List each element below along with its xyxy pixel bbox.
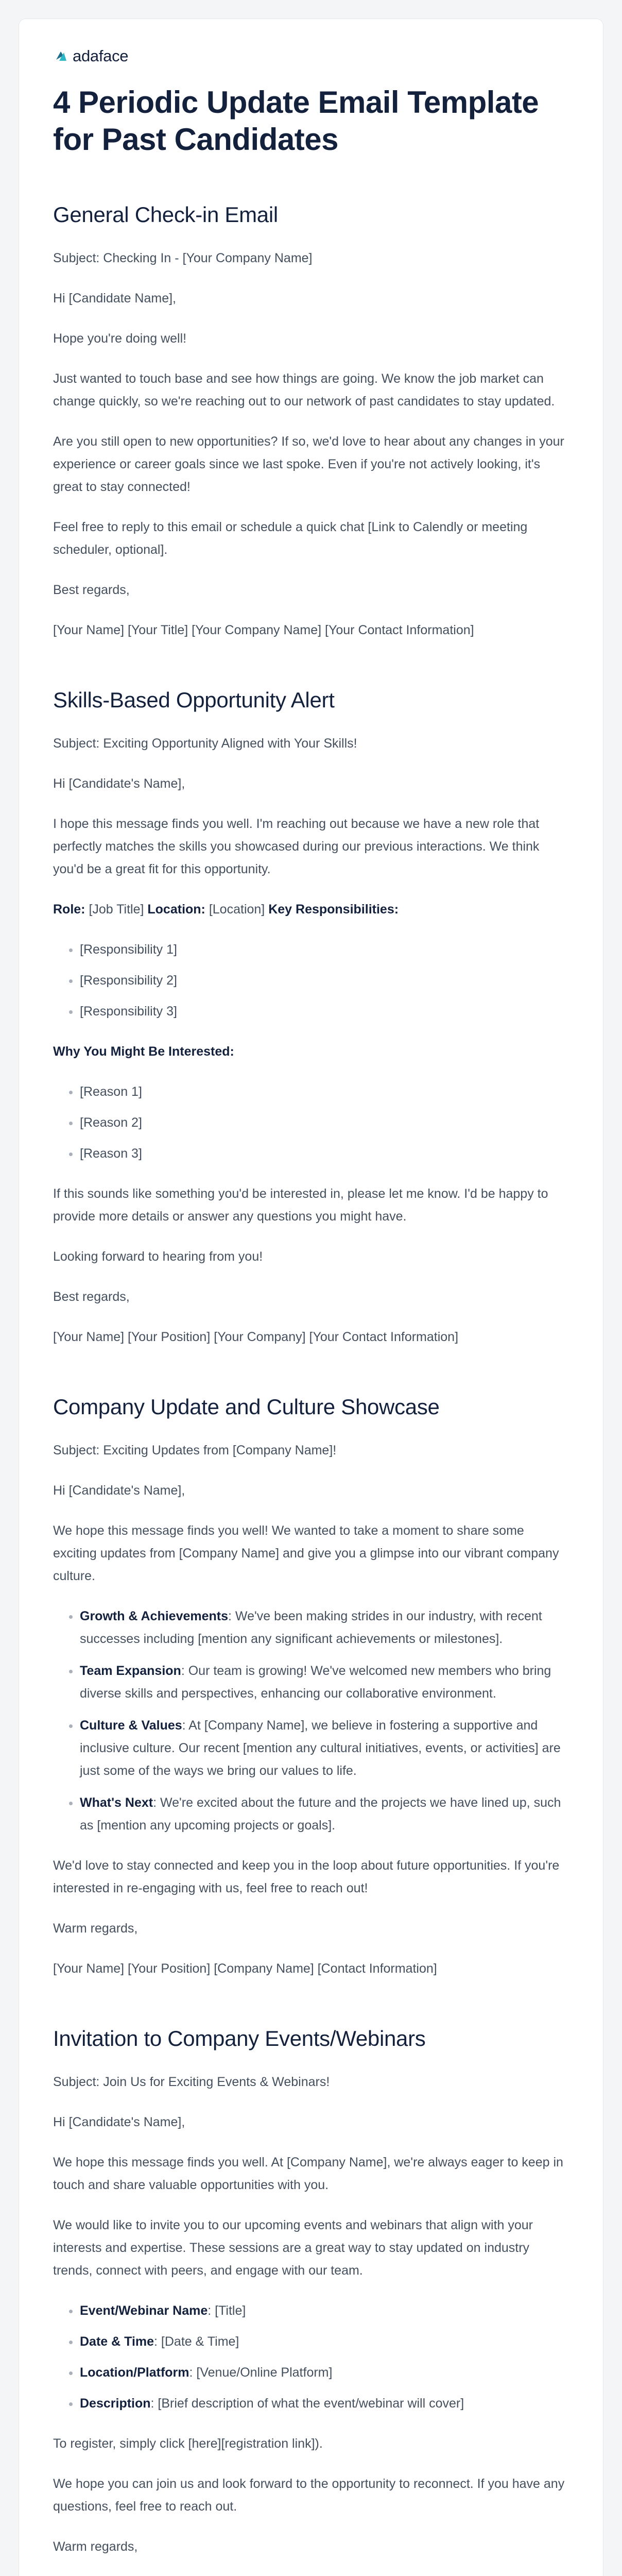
bullet-text: : [Venue/Online Platform] (189, 2365, 333, 2380)
responsibilities-label: Key Responsibilities: (268, 902, 399, 917)
email-subject: Subject: Exciting Updates from [Company Name]! (53, 1443, 337, 1458)
email-paragraph: Feel free to reply to this email or schedule a quick chat [Link to Calendly or meeting scheduler, optional]. (53, 520, 528, 557)
section-heading: Company Update and Culture Showcase (53, 1395, 440, 1419)
email-greeting: Hi [Candidate Name], (53, 291, 177, 306)
email-greeting: Hi [Candidate's Name], (53, 776, 185, 791)
location-value: [Location] (205, 902, 269, 917)
bullet-text: : [Date & Time] (154, 2334, 239, 2349)
adaface-logo-icon (53, 48, 68, 64)
email-signature: [Your Name] [Your Position] [Your Company] [Your Contact Information] (53, 1330, 459, 1344)
bullet-text: : [Title] (208, 2303, 246, 2318)
email-greeting: Hi [Candidate's Name], (53, 2115, 185, 2129)
role-value: [Job Title] (85, 902, 148, 917)
section-heading: Invitation to Company Events/Webinars (53, 2026, 426, 2050)
email-subject: Subject: Join Us for Exciting Events & Webinars! (53, 2075, 330, 2089)
email-signature: [Your Name] [Your Title] [Your Company Name] [Your Contact Information] (53, 623, 474, 637)
email-signoff: Warm regards, (53, 1921, 138, 1936)
email-subject: Subject: Checking In - [Your Company Name] (53, 251, 313, 265)
email-paragraph: If this sounds like something you'd be interested in, please let me know. I'd be happy to provide more details or answer any questions you might have. (53, 1187, 548, 1224)
list-item (80, 1659, 569, 1705)
email-paragraph: To register, simply click [here][registration link]). (53, 2436, 323, 2451)
section-general-check-in (53, 201, 569, 641)
brand-logo[interactable] (53, 46, 569, 66)
section-events-invitation (53, 2025, 569, 2576)
section-heading: Skills-Based Opportunity Alert (53, 688, 335, 712)
section-skills-opportunity (53, 687, 569, 1348)
email-subject: Subject: Exciting Opportunity Aligned with Your Skills! (53, 736, 357, 751)
email-paragraph: Looking forward to hearing from you! (53, 1249, 263, 1264)
list-item: • [Reason 3] (80, 1142, 569, 1165)
article-card (19, 19, 603, 2576)
email-paragraph: We hope you can join us and look forward to the opportunity to reconnect. If you have any questions, feel free to reach out. (53, 2477, 565, 2514)
email-paragraph: We hope this message finds you well. At [Company Name], we're always eager to keep in touch and share valuable opportunities with you. (53, 2155, 563, 2192)
bullet-text: : At [Company Name], we believe in fostering a supportive and inclusive culture. Our recent [mention any cultural initiatives, events, or activities] are just some of the ways we bring our values to life. (80, 1718, 561, 1778)
email-paragraph: Are you still open to new opportunities? If so, we'd love to hear about any changes in your experience or career goals since we last spoke. Even if you're not actively looking, it's great to stay connected! (53, 434, 564, 494)
brand-name: adaface (73, 47, 129, 65)
list-item: • [Reason 2] (80, 1111, 569, 1134)
updates-list (53, 1605, 569, 1837)
email-greeting: Hi [Candidate's Name], (53, 1483, 185, 1498)
why-interested-text: Why You Might Be Interested: (53, 1044, 234, 1059)
email-paragraph: I hope this message finds you well. I'm reaching out because we have a new role that perfectly matches the skills you showcased during our previous interactions. We think you'd be a great fit for this opportunity. (53, 817, 540, 876)
bullet-label: Growth & Achievements (80, 1609, 229, 1623)
why-interested-label (53, 1040, 569, 1063)
bullet-text: : We've been making strides in our industry, with recent successes including [mention any significant achievements or milestones]. (80, 1609, 542, 1646)
list-item (80, 2361, 569, 2384)
list-item (80, 2299, 569, 2322)
role-details (53, 898, 569, 921)
bullet-label: Event/Webinar Name (80, 2303, 208, 2318)
bullet-label: Culture & Values (80, 1718, 182, 1733)
email-signoff: Warm regards, (53, 2539, 138, 2554)
email-paragraph: We'd love to stay connected and keep you in the loop about future opportunities. If you're interested in re-engaging with us, feel free to reach out! (53, 1858, 560, 1895)
location-label: Location: (147, 902, 205, 917)
bullet-text: : [Brief description of what the event/webinar will cover] (150, 2396, 464, 2411)
email-paragraph: We hope this message finds you well! We wanted to take a moment to share some exciting updates from [Company Name] and give you a glimpse into our vibrant company culture. (53, 1523, 559, 1583)
event-details-list (53, 2299, 569, 2415)
bullet-label: Description (80, 2396, 151, 2411)
bullet-text: : Our team is growing! We've welcomed new members who bring diverse skills and perspectives, enhancing our collaborative environment. (80, 1664, 551, 1701)
email-paragraph: We would like to invite you to our upcoming events and webinars that align with your interests and expertise. These sessions are a great way to stay updated on industry trends, connect with peers, and engage with our team. (53, 2218, 533, 2278)
responsibilities-list (53, 938, 569, 1023)
list-item (80, 2392, 569, 2415)
list-item: • [Responsibility 1] (80, 938, 569, 961)
list-item (80, 1714, 569, 1782)
reasons-list (53, 1080, 569, 1165)
list-item: • [Responsibility 3] (80, 1000, 569, 1023)
bullet-label: Date & Time (80, 2334, 154, 2349)
bullet-label: Location/Platform (80, 2365, 189, 2380)
bullet-label: Team Expansion (80, 1664, 181, 1678)
bullet-label: What's Next (80, 1795, 153, 1810)
list-item: • [Reason 1] (80, 1080, 569, 1103)
section-company-update (53, 1394, 569, 1980)
bullet-text: : We're excited about the future and the projects we have lined up, such as [mention any upcoming projects or goals]. (80, 1795, 561, 1833)
section-heading: General Check-in Email (53, 202, 278, 227)
email-paragraph: Just wanted to touch base and see how things are going. We know the job market can change quickly, so we're reaching out to our network of past candidates to stay updated. (53, 371, 555, 409)
list-item (80, 1791, 569, 1837)
email-signoff: Best regards, (53, 583, 130, 597)
list-item (80, 1605, 569, 1650)
email-paragraph: Hope you're doing well! (53, 331, 187, 346)
email-signature: [Your Name] [Your Position] [Company Name] [Contact Information] (53, 1961, 437, 1976)
list-item (80, 2330, 569, 2353)
role-label: Role: (53, 902, 85, 917)
email-signoff: Best regards, (53, 1290, 130, 1304)
page-title: 4 Periodic Update Email Template for Past Candidates (53, 85, 539, 157)
list-item: • [Responsibility 2] (80, 969, 569, 992)
